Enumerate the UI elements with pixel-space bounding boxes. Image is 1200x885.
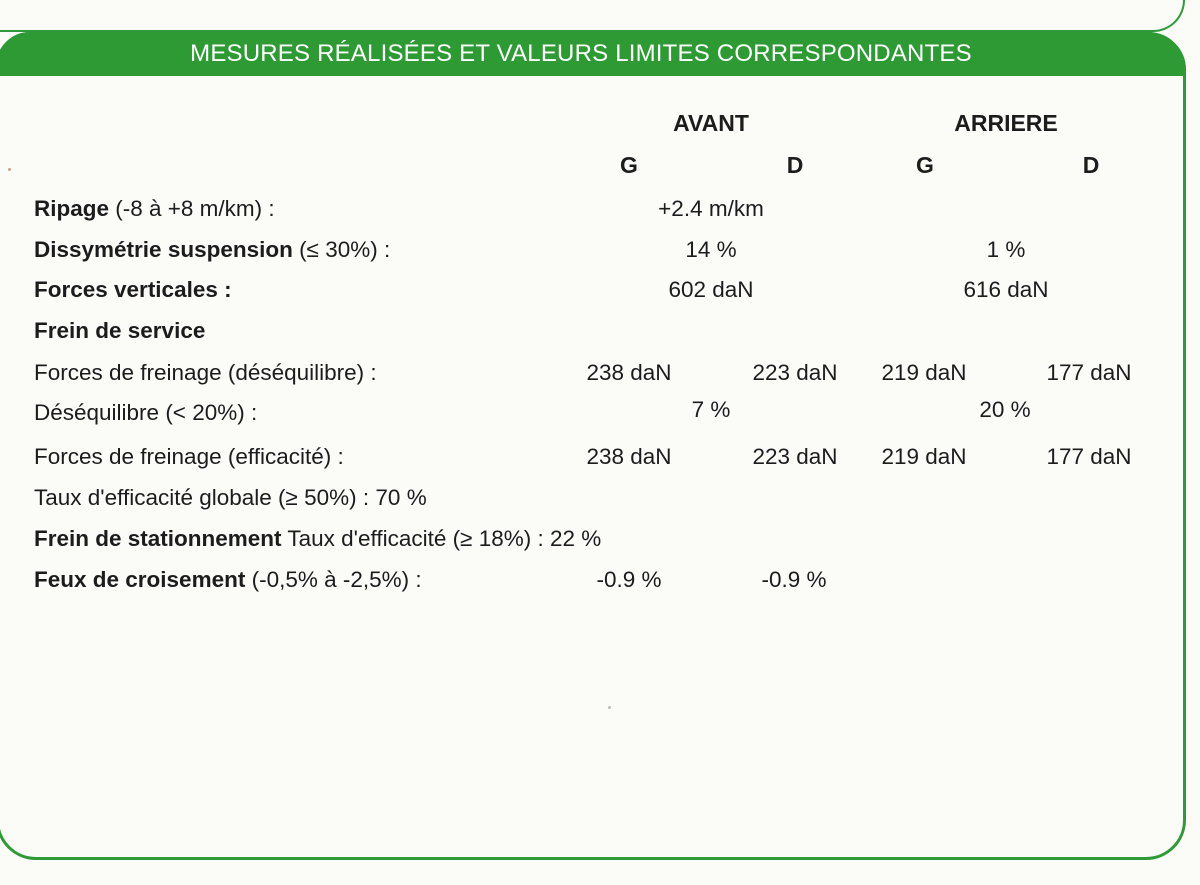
desequilibre-arriere-value: 20 % [979, 397, 1031, 422]
frein-service-label-bold: Frein de service [34, 318, 206, 343]
paper-speck [608, 706, 611, 709]
freinage-desequilibre-arriere-d: 177 daN [1046, 360, 1132, 385]
header-arriere: ARRIERE [954, 110, 1058, 136]
row-frein-stationnement [34, 526, 601, 552]
dissymetrie-avant-value: 14 % [685, 237, 737, 262]
row-taux-global: Taux d'efficacité globale (≥ 50%) : 70 % [34, 485, 427, 510]
section-title: MESURES RÉALISÉES ET VALEURS LIMITES CORRESPONDANTES [190, 40, 972, 67]
forces-verticales-avant-value: 602 daN [668, 277, 754, 302]
dissymetrie-label-bold: Dissymétrie suspension [34, 237, 293, 262]
freinage-desequilibre-avant-d: 223 daN [752, 360, 838, 385]
forces-verticales-label-bold: Forces verticales : [34, 277, 232, 302]
paper-speck [8, 168, 11, 171]
feux-croisement-label-rest: (-0,5% à -2,5%) : [245, 567, 422, 592]
freinage-efficacite-arriere-d: 177 daN [1046, 444, 1132, 469]
desequilibre-avant-value: 7 % [691, 397, 731, 422]
ripage-label-bold: Ripage [34, 196, 110, 221]
row-ripage-label [34, 196, 275, 222]
row-feux-croisement-label [34, 567, 422, 593]
header-avant: AVANT [673, 110, 749, 136]
freinage-efficacite-arriere-g: 219 daN [881, 444, 967, 469]
header-arriere-g: G [916, 152, 934, 178]
frein-stationnement-label-rest: Taux d'efficacité (≥ 18%) : 22 % [281, 526, 602, 551]
freinage-efficacite-avant-d: 223 daN [752, 444, 838, 469]
feux-croisement-d-value: -0.9 % [761, 567, 827, 592]
dissymetrie-arriere-value: 1 % [986, 237, 1026, 262]
previous-section-frame [0, 0, 1185, 32]
dissymetrie-label-rest: (≤ 30%) : [292, 237, 391, 262]
ripage-label-rest: (-8 à +8 m/km) : [109, 196, 275, 221]
row-forces-verticales-label [34, 277, 232, 303]
frein-stationnement-label-bold: Frein de stationnement [34, 526, 282, 551]
feux-croisement-g-value: -0.9 % [596, 567, 662, 592]
freinage-desequilibre-avant-g: 238 daN [586, 360, 672, 385]
freinage-desequilibre-arriere-g: 219 daN [881, 360, 967, 385]
section-banner [0, 32, 1186, 76]
row-freinage-efficacite-label: Forces de freinage (efficacité) : [34, 444, 344, 469]
forces-verticales-arriere-value: 616 daN [963, 277, 1049, 302]
row-freinage-desequilibre-label: Forces de freinage (déséquilibre) : [34, 360, 377, 385]
row-frein-service-label [34, 318, 205, 344]
feux-croisement-label-bold: Feux de croisement [34, 567, 246, 592]
ripage-value: +2.4 m/km [658, 196, 764, 221]
freinage-efficacite-avant-g: 238 daN [586, 444, 672, 469]
header-avant-d: D [786, 152, 804, 178]
row-desequilibre-label: Déséquilibre (< 20%) : [34, 400, 258, 425]
row-dissymetrie-label [34, 237, 390, 263]
header-avant-g: G [620, 152, 638, 178]
header-arriere-d: D [1082, 152, 1100, 178]
